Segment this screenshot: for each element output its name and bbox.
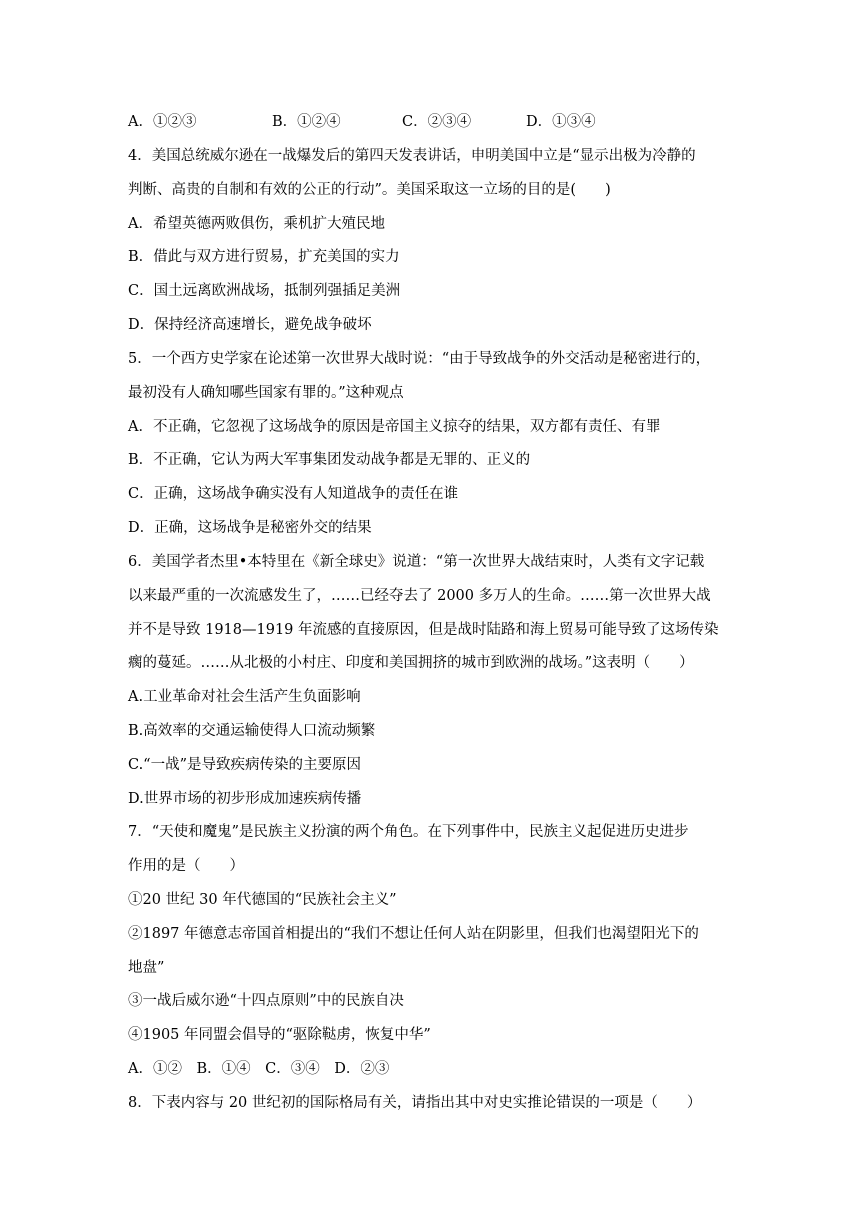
q6-option-c: C.“一战”是导致疾病传染的主要原因 (128, 757, 362, 773)
q7-stem-line-2: 作用的是（ ） (128, 858, 244, 874)
q7-item-2-line-2: 地盘” (128, 960, 165, 976)
q7-item-1: ①20 世纪 30 年代德国的“民族社会主义” (128, 892, 397, 908)
q4-option-b: B．借此与双方进行贸易，扩充美国的实力 (128, 249, 400, 265)
q4-option-d: D．保持经济高速增长，避免战争破坏 (128, 317, 372, 333)
q5-stem-line-2: 最初没有人确知哪些国家有罪的。”这种观点 (128, 385, 404, 401)
q6-stem-line-3: 并不是导致 1918—1919 年流感的直接原因，但是战时陆路和海上贸易可能导致了这场传染 (128, 622, 719, 638)
q4-stem-line-2: 判断、高贵的自制和有效的公正的行动”。美国采取这一立场的目的是( ) (128, 182, 611, 198)
q4-option-a: A．希望英德两败俱伤，乘机扩大殖民地 (128, 216, 385, 232)
q3-option-d: D．①③④ (526, 114, 596, 130)
q7-item-4: ④1905 年同盟会倡导的“驱除鞑虏，恢复中华” (128, 1027, 431, 1043)
q7-options: A．①② B．①④ C．③④ D．②③ (128, 1061, 390, 1077)
q5-option-b: B．不正确，它认为两大军事集团发动战争都是无罪的、正义的 (128, 452, 531, 468)
q6-stem-line-4: 瘸的蔓延。……从北极的小村庄、印度和美国拥挤的城市到欧洲的战场。”这表明（ ） (128, 655, 694, 671)
q6-stem-line-1: 6．美国学者杰里•本特里在《新全球史》说道：“第一次世界大战结束时，人类有文字记载 (128, 554, 705, 570)
q5-option-c: C．正确，这场战争确实没有人知道战争的责任在谁 (128, 486, 459, 502)
q6-option-a: A.工业革命对社会生活产生负面影响 (128, 689, 361, 705)
q7-stem-line-1: 7．“天使和魔鬼”是民族主义扮演的两个角色。在下列事件中，民族主义起促进历史进步 (128, 824, 689, 840)
q6-option-b: B.高效率的交通运输使得人口流动频繁 (128, 723, 376, 739)
q8-stem: 8．下表内容与 20 世纪初的国际格局有关，请指出其中对史实推论错误的一项是（ ） (128, 1095, 702, 1111)
q4-stem-line-1: 4．美国总统威尔逊在一战爆发后的第四天发表讲话，申明美国中立是“显示出极为冷静的 (128, 148, 696, 164)
q5-option-d: D．正确，这场战争是秘密外交的结果 (128, 520, 372, 536)
q7-item-3: ③一战后威尔逊“十四点原则”中的民族自决 (128, 993, 404, 1009)
q3-option-a: A．①②③ (128, 114, 197, 130)
q7-item-2-line-1: ②1897 年德意志帝国首相提出的“我们不想让任何人站在阴影里，但我们也渴望阳光下的 (128, 926, 699, 942)
q3-option-b: B．①②④ (272, 114, 341, 130)
q3-option-c: C．②③④ (402, 114, 472, 130)
q5-stem-line-1: 5．一个西方史学家在论述第一次世界大战时说：“由于导致战争的外交活动是秘密进行的， (128, 351, 711, 367)
q5-option-a: A．不正确，它忽视了这场战争的原因是帝国主义掠夺的结果，双方都有责任、有罪 (128, 419, 661, 435)
q6-option-d: D.世界市场的初步形成加速疾病传播 (128, 791, 362, 807)
q4-option-c: C．国土远离欧洲战场，抵制列强插足美洲 (128, 283, 401, 299)
q6-stem-line-2: 以来最严重的一次流感发生了，……已经夺去了 2000 多万人的生命。……第一次世界大战 (128, 588, 711, 604)
